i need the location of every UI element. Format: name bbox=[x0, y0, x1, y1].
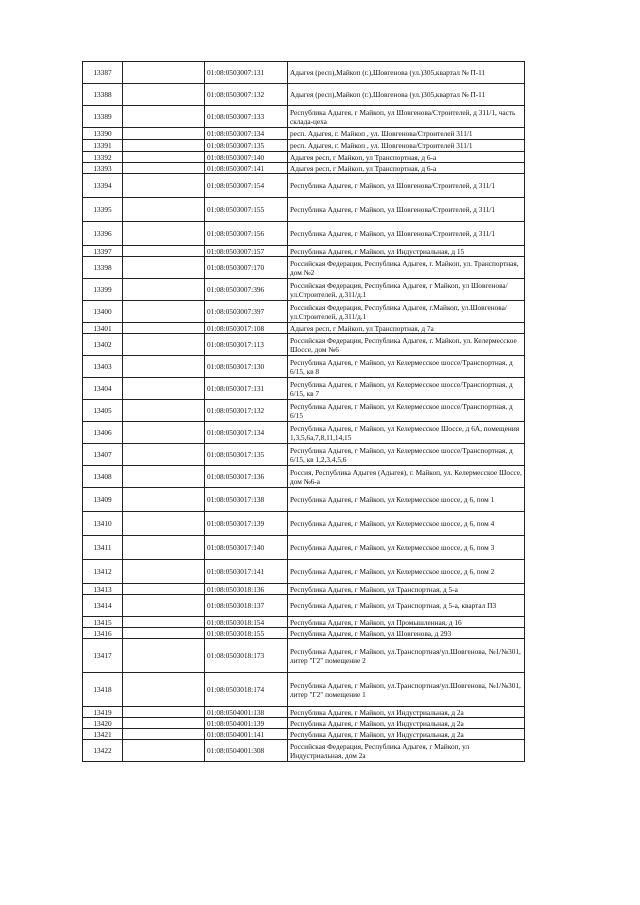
empty-cell bbox=[123, 323, 205, 334]
empty-cell bbox=[123, 400, 205, 422]
table-row bbox=[83, 140, 525, 152]
row-number-cell: 13411 bbox=[83, 536, 123, 560]
cadastral-number-cell: 01:08:0503007:133 bbox=[205, 106, 288, 128]
address-cell: Республика Адыгея, г Майкоп, ул.Транспортная/ул.Шовгенова, №1/№301, литер "Г2" помещение 2 bbox=[288, 639, 525, 673]
empty-cell bbox=[123, 422, 205, 444]
address-cell: Республика Адыгея, г Майкоп, ул Келермесское шоссе/Транспортная, д 6/15, кв 8 bbox=[288, 356, 525, 378]
row-number-cell: 13412 bbox=[83, 560, 123, 584]
cadastral-number-cell: 01:08:0504001:308 bbox=[205, 740, 288, 762]
row-number-cell: 13409 bbox=[83, 488, 123, 512]
cadastral-number-cell: 01:08:0503007:131 bbox=[205, 62, 288, 84]
empty-cell bbox=[123, 152, 205, 163]
row-number-cell: 13398 bbox=[83, 257, 123, 279]
address-cell: Республика Адыгея, г Майкоп, ул Шовгенова/Строителей, д 311/1 bbox=[288, 174, 525, 198]
table-row bbox=[83, 198, 525, 222]
empty-cell bbox=[123, 718, 205, 729]
address-cell: Республика Адыгея, г Майкоп, ул Келермесское шоссе/Транспортная, д 6/15, кв 1,2,3,4,5,6 bbox=[288, 444, 525, 466]
table-row bbox=[83, 356, 525, 378]
address-cell: Российская Федерация, Республика Адыгея, г Майкоп, ул Шовгенова/ул.Строителей, д.311/д.1 bbox=[288, 279, 525, 301]
empty-cell bbox=[123, 617, 205, 628]
empty-cell bbox=[123, 140, 205, 152]
row-number-cell: 13388 bbox=[83, 84, 123, 106]
table-row bbox=[83, 279, 525, 301]
row-number-cell: 13394 bbox=[83, 174, 123, 198]
empty-cell bbox=[123, 378, 205, 400]
address-cell: Российская Федерация, Республика Адыгея, г Майкоп, ул Индустриальная, дом 2а bbox=[288, 740, 525, 762]
empty-cell bbox=[123, 246, 205, 257]
cadastral-number-cell: 01:08:0503007:397 bbox=[205, 301, 288, 323]
cadastral-number-cell: 01:08:0503017:141 bbox=[205, 560, 288, 584]
address-cell: Республика Адыгея, г Майкоп, ул Келермесское шоссе, д 6, пом 4 bbox=[288, 512, 525, 536]
empty-cell bbox=[123, 740, 205, 762]
row-number-cell: 13422 bbox=[83, 740, 123, 762]
address-cell: Адыгея респ, г Майкоп, ул Транспортная, д 7а bbox=[288, 323, 525, 334]
address-cell: Республика Адыгея, г Майкоп, ул Келермесское шоссе, д 6, пом 3 bbox=[288, 536, 525, 560]
empty-cell bbox=[123, 334, 205, 356]
cadastral-number-cell: 01:08:0504001:141 bbox=[205, 729, 288, 740]
table-row bbox=[83, 378, 525, 400]
row-number-cell: 13406 bbox=[83, 422, 123, 444]
cadastral-number-cell: 01:08:0504001:139 bbox=[205, 718, 288, 729]
address-cell: Адыгея респ, г Майкоп, ул Транспортная, д 6-а bbox=[288, 152, 525, 163]
cadastral-number-cell: 01:08:0503017:139 bbox=[205, 512, 288, 536]
empty-cell bbox=[123, 536, 205, 560]
table-row bbox=[83, 163, 525, 174]
empty-cell bbox=[123, 488, 205, 512]
cadastral-number-cell: 01:08:0503007:157 bbox=[205, 246, 288, 257]
cadastral-number-cell: 01:08:0503017:131 bbox=[205, 378, 288, 400]
table-row bbox=[83, 595, 525, 617]
empty-cell bbox=[123, 356, 205, 378]
table-row bbox=[83, 718, 525, 729]
address-cell: Адыгея респ, г Майкоп, ул Транспортная, д 6-а bbox=[288, 163, 525, 174]
cadastral-number-cell: 01:08:0503018:155 bbox=[205, 628, 288, 639]
empty-cell bbox=[123, 639, 205, 673]
table-row bbox=[83, 729, 525, 740]
row-number-cell: 13415 bbox=[83, 617, 123, 628]
row-number-cell: 13399 bbox=[83, 279, 123, 301]
address-cell: Республика Адыгея, г Майкоп, ул Келермесское шоссе, д 6, пом 1 bbox=[288, 488, 525, 512]
row-number-cell: 13396 bbox=[83, 222, 123, 246]
empty-cell bbox=[123, 628, 205, 639]
cadastral-number-cell: 01:08:0503017:130 bbox=[205, 356, 288, 378]
table-row bbox=[83, 334, 525, 356]
table-row bbox=[83, 560, 525, 584]
cadastral-number-cell: 01:08:0503018:174 bbox=[205, 673, 288, 707]
address-cell: Республика Адыгея, г Майкоп, ул Индустриальная, д 2а bbox=[288, 707, 525, 718]
empty-cell bbox=[123, 198, 205, 222]
row-number-cell: 13421 bbox=[83, 729, 123, 740]
address-cell: Республика Адыгея, г Майкоп, ул Промышленная, д 16 bbox=[288, 617, 525, 628]
table-row bbox=[83, 222, 525, 246]
address-cell: Республика Адыгея, г Майкоп, ул Индустриальная, д 2а bbox=[288, 718, 525, 729]
cadastral-number-cell: 01:08:0503018:136 bbox=[205, 584, 288, 595]
address-cell: Республика Адыгея, г Майкоп, ул Келермесское шоссе/Транспортная, д 6/15, кв 7 bbox=[288, 378, 525, 400]
address-cell: Республика Адыгея, г Майкоп, ул Индустриальная, д 15 bbox=[288, 246, 525, 257]
address-cell: Республика Адыгея, г Майкоп, ул Шовгенова/Строителей, д 311/1 bbox=[288, 222, 525, 246]
row-number-cell: 13389 bbox=[83, 106, 123, 128]
row-number-cell: 13395 bbox=[83, 198, 123, 222]
address-cell: Республика Адыгея, г Майкоп, ул Келермесское Шоссе, д 6А, помещения 1,3,5,6а,7,8,11,14,15 bbox=[288, 422, 525, 444]
table-row bbox=[83, 628, 525, 639]
address-cell: респ. Адыгея, г. Майкоп , ул. Шовгенова/Строителей 311/1 bbox=[288, 140, 525, 152]
row-number-cell: 13401 bbox=[83, 323, 123, 334]
empty-cell bbox=[123, 279, 205, 301]
row-number-cell: 13392 bbox=[83, 152, 123, 163]
cadastral-number-cell: 01:08:0503017:132 bbox=[205, 400, 288, 422]
empty-cell bbox=[123, 512, 205, 536]
cadastral-number-cell: 01:08:0504001:138 bbox=[205, 707, 288, 718]
row-number-cell: 13410 bbox=[83, 512, 123, 536]
address-cell: Россия, Республика Адыгея (Адыгея), г. Майкоп, ул. Келермесское Шоссе, дом №6-а bbox=[288, 466, 525, 488]
empty-cell bbox=[123, 84, 205, 106]
cadastral-number-cell: 01:08:0503007:170 bbox=[205, 257, 288, 279]
cadastral-number-cell: 01:08:0503017:138 bbox=[205, 488, 288, 512]
row-number-cell: 13414 bbox=[83, 595, 123, 617]
row-number-cell: 13408 bbox=[83, 466, 123, 488]
row-number-cell: 13417 bbox=[83, 639, 123, 673]
cadastral-number-cell: 01:08:0503017:113 bbox=[205, 334, 288, 356]
table-row bbox=[83, 488, 525, 512]
empty-cell bbox=[123, 62, 205, 84]
address-cell: Республика Адыгея, г Майкоп, ул Шовгенова/Строителей, д 311/1 bbox=[288, 198, 525, 222]
address-cell: Республика Адыгея, г Майкоп, ул Транспортная, д 5-а, квартал П3 bbox=[288, 595, 525, 617]
address-cell: Республика Адыгея, г Майкоп, ул.Транспортная/ул.Шовгенова, №1/№301, литер "Г2" помещение 1 bbox=[288, 673, 525, 707]
empty-cell bbox=[123, 301, 205, 323]
table-row bbox=[83, 323, 525, 334]
address-cell: Адыгея (респ),Майкоп (г.),Шовгенова (ул.)305,квартал № П-11 bbox=[288, 62, 525, 84]
address-cell: Республика Адыгея, г Майкоп, ул Транспортная, д 5-а bbox=[288, 584, 525, 595]
row-number-cell: 13391 bbox=[83, 140, 123, 152]
address-cell: Российская Федерация, Республика Адыгея, г.Майкоп, ул.Шовгенова/ул.Строителей, д.311/д.1 bbox=[288, 301, 525, 323]
address-cell: Российская Федерация, Республика Адыгея, г. Майкоп, ул. Келермесское Шоссе, дом №6 bbox=[288, 334, 525, 356]
row-number-cell: 13400 bbox=[83, 301, 123, 323]
empty-cell bbox=[123, 595, 205, 617]
row-number-cell: 13387 bbox=[83, 62, 123, 84]
address-cell: Республика Адыгея, г Майкоп, ул Индустриальная, д 2а bbox=[288, 729, 525, 740]
table-row bbox=[83, 584, 525, 595]
empty-cell bbox=[123, 729, 205, 740]
address-cell: Республика Адыгея, г Майкоп, ул Келермесское шоссе/Транспортная, д 6/15 bbox=[288, 400, 525, 422]
table-row bbox=[83, 301, 525, 323]
address-cell: Российская Федерация, Республика Адыгея, г. Майкоп, ул. Транспортная, дом №2 bbox=[288, 257, 525, 279]
table-row bbox=[83, 639, 525, 673]
address-cell: Республика Адыгея, г Майкоп, ул Шовгенова, д 293 bbox=[288, 628, 525, 639]
empty-cell bbox=[123, 174, 205, 198]
row-number-cell: 13413 bbox=[83, 584, 123, 595]
row-number-cell: 13402 bbox=[83, 334, 123, 356]
empty-cell bbox=[123, 673, 205, 707]
table-row bbox=[83, 444, 525, 466]
empty-cell bbox=[123, 560, 205, 584]
table-row bbox=[83, 422, 525, 444]
table-row bbox=[83, 740, 525, 762]
address-cell: Республика Адыгея, г Майкоп, ул Келермесское шоссе, д 6, пом 2 bbox=[288, 560, 525, 584]
empty-cell bbox=[123, 444, 205, 466]
empty-cell bbox=[123, 707, 205, 718]
table-row bbox=[83, 673, 525, 707]
table-row bbox=[83, 617, 525, 628]
empty-cell bbox=[123, 222, 205, 246]
cadastral-number-cell: 01:08:0503017:140 bbox=[205, 536, 288, 560]
table-row bbox=[83, 466, 525, 488]
cadastral-number-cell: 01:08:0503007:140 bbox=[205, 152, 288, 163]
table-row bbox=[83, 257, 525, 279]
cadastral-number-cell: 01:08:0503017:134 bbox=[205, 422, 288, 444]
cadastral-number-cell: 01:08:0503007:154 bbox=[205, 174, 288, 198]
cadastral-number-cell: 01:08:0503017:135 bbox=[205, 444, 288, 466]
cadastral-number-cell: 01:08:0503018:173 bbox=[205, 639, 288, 673]
table-row bbox=[83, 512, 525, 536]
table-row bbox=[83, 62, 525, 84]
table-row bbox=[83, 106, 525, 128]
row-number-cell: 13407 bbox=[83, 444, 123, 466]
row-number-cell: 13404 bbox=[83, 378, 123, 400]
row-number-cell: 13393 bbox=[83, 163, 123, 174]
registry-table bbox=[82, 61, 525, 762]
cadastral-number-cell: 01:08:0503007:134 bbox=[205, 128, 288, 140]
address-cell: Республика Адыгея, г Майкоп, ул Шовгенова/Строителей, д 311/1, часть склада-цеха bbox=[288, 106, 525, 128]
row-number-cell: 13390 bbox=[83, 128, 123, 140]
table-row bbox=[83, 84, 525, 106]
row-number-cell: 13419 bbox=[83, 707, 123, 718]
row-number-cell: 13420 bbox=[83, 718, 123, 729]
row-number-cell: 13416 bbox=[83, 628, 123, 639]
address-cell: респ. Адыгея, г. Майкоп , ул. Шовгенова/Строителей 311/1 bbox=[288, 128, 525, 140]
empty-cell bbox=[123, 466, 205, 488]
table-row bbox=[83, 246, 525, 257]
cadastral-number-cell: 01:08:0503007:135 bbox=[205, 140, 288, 152]
table-row bbox=[83, 536, 525, 560]
cadastral-number-cell: 01:08:0503007:156 bbox=[205, 222, 288, 246]
address-cell: Адыгея (респ),Майкоп (г.),Шовгенова (ул.)305,квартал № П-11 bbox=[288, 84, 525, 106]
empty-cell bbox=[123, 106, 205, 128]
cadastral-number-cell: 01:08:0503007:396 bbox=[205, 279, 288, 301]
empty-cell bbox=[123, 163, 205, 174]
cadastral-number-cell: 01:08:0503007:155 bbox=[205, 198, 288, 222]
empty-cell bbox=[123, 128, 205, 140]
cadastral-number-cell: 01:08:0503007:141 bbox=[205, 163, 288, 174]
row-number-cell: 13403 bbox=[83, 356, 123, 378]
cadastral-number-cell: 01:08:0503017:108 bbox=[205, 323, 288, 334]
table-row bbox=[83, 707, 525, 718]
table-row bbox=[83, 152, 525, 163]
table-row bbox=[83, 174, 525, 198]
row-number-cell: 13397 bbox=[83, 246, 123, 257]
row-number-cell: 13418 bbox=[83, 673, 123, 707]
cadastral-number-cell: 01:08:0503007:132 bbox=[205, 84, 288, 106]
cadastral-number-cell: 01:08:0503017:136 bbox=[205, 466, 288, 488]
empty-cell bbox=[123, 257, 205, 279]
row-number-cell: 13405 bbox=[83, 400, 123, 422]
empty-cell bbox=[123, 584, 205, 595]
table-row bbox=[83, 128, 525, 140]
cadastral-number-cell: 01:08:0503018:154 bbox=[205, 617, 288, 628]
cadastral-number-cell: 01:08:0503018:137 bbox=[205, 595, 288, 617]
table-row bbox=[83, 400, 525, 422]
